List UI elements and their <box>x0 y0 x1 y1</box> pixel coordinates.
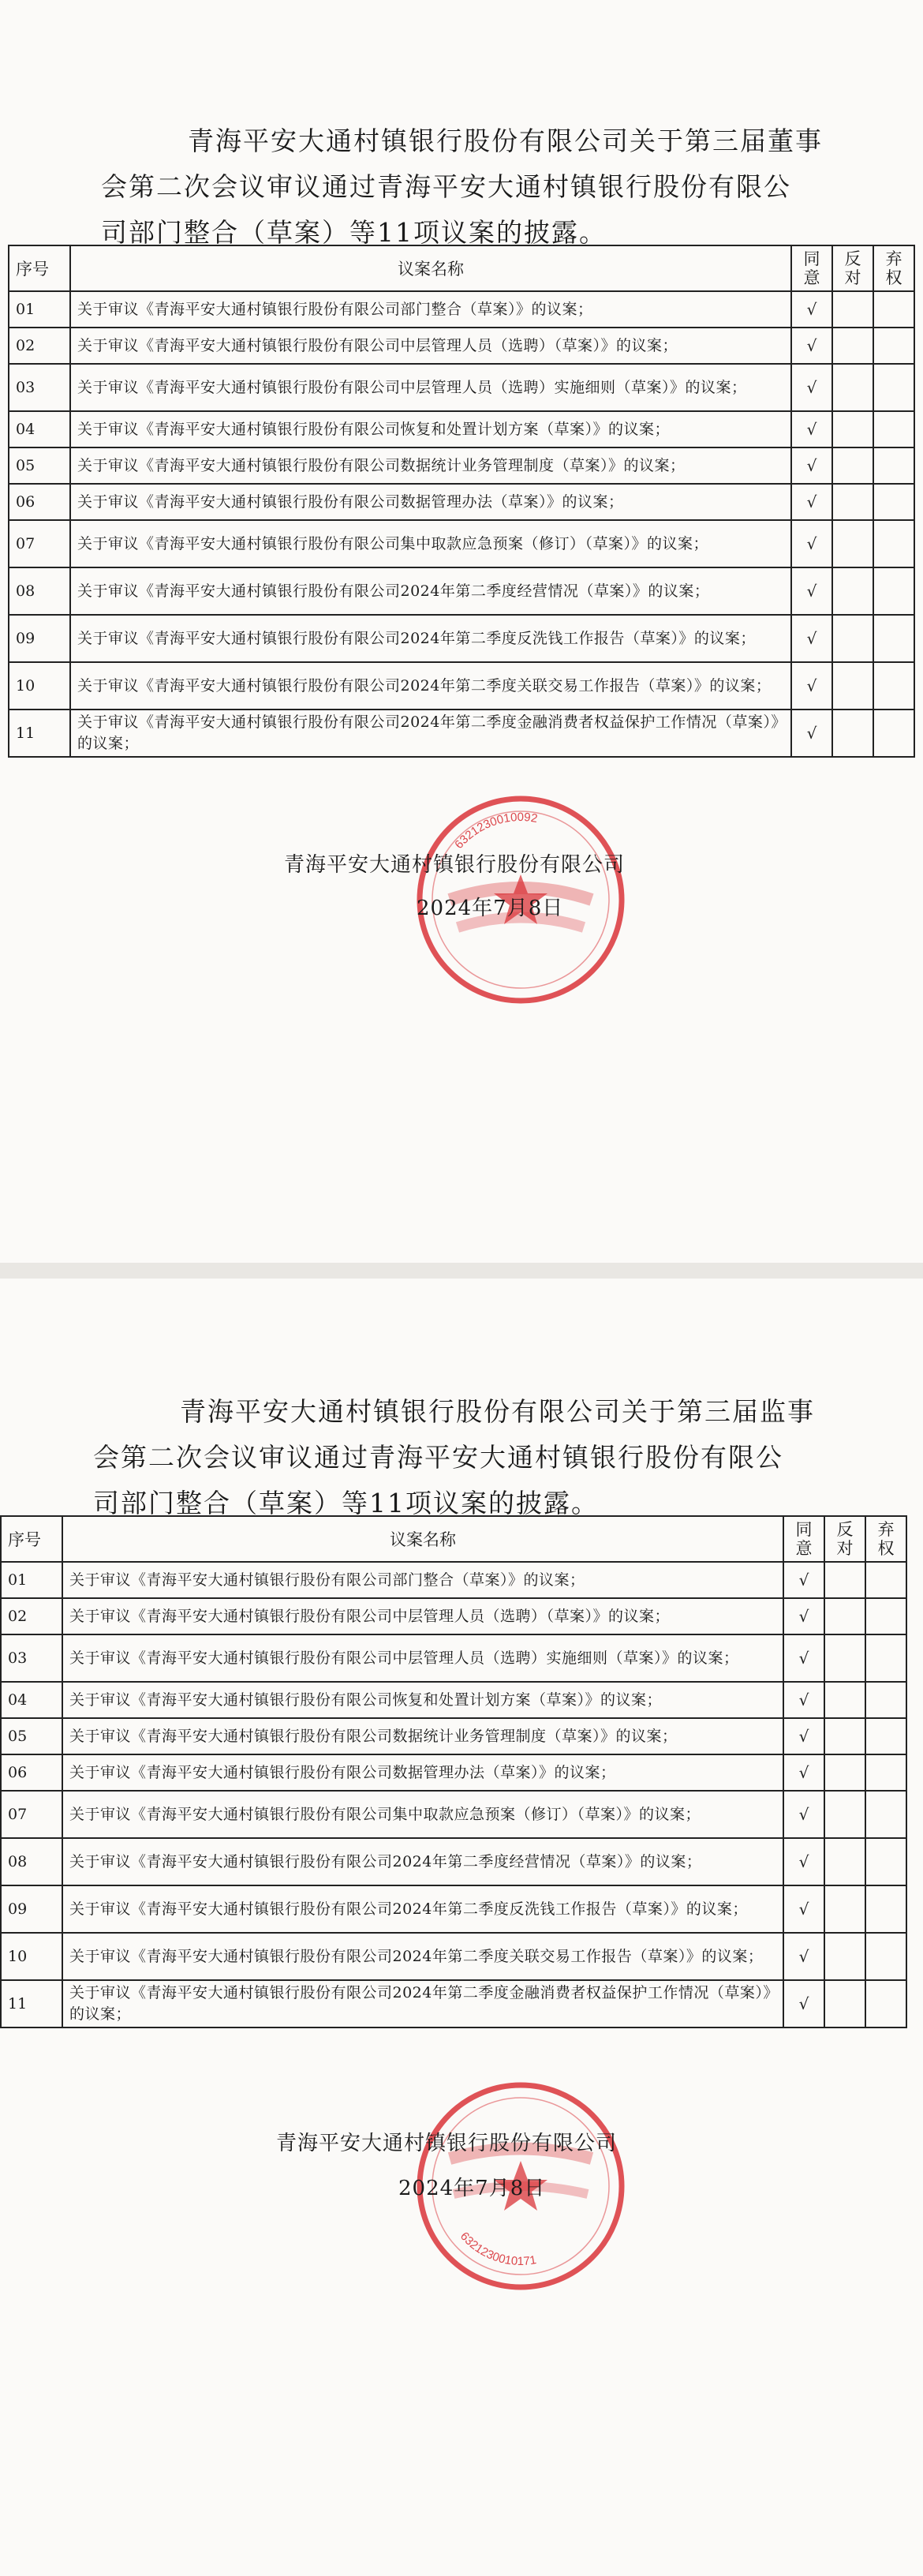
row-no: 09 <box>9 615 70 662</box>
header-agree: 同意 <box>791 245 832 291</box>
agree-check: √ <box>783 1562 824 1598</box>
agree-check: √ <box>791 662 832 710</box>
abstain-cell <box>873 615 914 662</box>
title-line-1: 青海平安大通村镇银行股份有限公司关于第三届董事 <box>188 125 823 156</box>
row-no: 05 <box>9 447 70 484</box>
board-resolution-page <box>0 0 923 1263</box>
row-motion-name: 关于审议《青海平安大通村镇银行股份有限公司2024年第二季度反洗钱工作报告（草案）》的议案； <box>70 615 791 662</box>
title-line-2: 会第二次会议审议通过青海平安大通村镇银行股份有限公 <box>101 171 791 202</box>
table-row <box>1 1718 906 1754</box>
supervisory-resolution-page <box>0 1279 923 2576</box>
agree-check: √ <box>783 1718 824 1754</box>
table-row <box>9 364 914 411</box>
title-line-3: 司部门整合（草案）等11项议案的披露。 <box>93 1488 599 1518</box>
table-row <box>9 328 914 364</box>
row-motion-name: 关于审议《青海平安大通村镇银行股份有限公司集中取款应急预案（修订）（草案）》的议案； <box>62 1791 783 1838</box>
table-row <box>9 520 914 567</box>
header-abstain: 弃权 <box>865 1516 906 1562</box>
table-header-row <box>1 1516 906 1562</box>
table-row <box>9 291 914 328</box>
oppose-cell <box>824 1885 865 1933</box>
table-row <box>1 1562 906 1598</box>
table-row <box>1 1838 906 1885</box>
row-motion-name: 关于审议《青海平安大通村镇银行股份有限公司恢复和处置计划方案（草案）》的议案； <box>70 411 791 447</box>
abstain-cell <box>865 1791 906 1838</box>
header-agree: 同意 <box>783 1516 824 1562</box>
row-no: 02 <box>9 328 70 364</box>
sign-date: 2024年7月8日 <box>398 2177 546 2200</box>
title-line-2: 会第二次会议审议通过青海平安大通村镇银行股份有限公 <box>93 1442 783 1473</box>
table-row <box>1 1598 906 1634</box>
oppose-cell <box>824 1791 865 1838</box>
row-no: 06 <box>9 484 70 520</box>
table-row <box>1 1634 906 1682</box>
abstain-cell <box>873 484 914 520</box>
oppose-cell <box>824 1754 865 1791</box>
row-motion-name: 关于审议《青海平安大通村镇银行股份有限公司中层管理人员（选聘）实施细则（草案）》的议案； <box>70 364 791 411</box>
row-motion-name: 关于审议《青海平安大通村镇银行股份有限公司数据统计业务管理制度（草案）》的议案； <box>62 1718 783 1754</box>
header-oppose: 反对 <box>824 1516 865 1562</box>
row-motion-name: 关于审议《青海平安大通村镇银行股份有限公司数据管理办法（草案）》的议案； <box>70 484 791 520</box>
oppose-cell <box>824 1718 865 1754</box>
abstain-cell <box>873 328 914 364</box>
row-no: 03 <box>1 1634 62 1682</box>
row-no: 04 <box>9 411 70 447</box>
row-no: 09 <box>1 1885 62 1933</box>
oppose-cell <box>824 1980 865 2027</box>
agree-check: √ <box>791 447 832 484</box>
oppose-cell <box>824 1634 865 1682</box>
row-motion-name: 关于审议《青海平安大通村镇银行股份有限公司2024年第二季度经营情况（草案）》的议案； <box>70 567 791 615</box>
row-motion-name: 关于审议《青海平安大通村镇银行股份有限公司部门整合（草案）》的议案； <box>62 1562 783 1598</box>
title-line-1: 青海平安大通村镇银行股份有限公司关于第三届监事 <box>180 1396 815 1427</box>
header-oppose: 反对 <box>832 245 873 291</box>
abstain-cell <box>865 1598 906 1634</box>
abstain-cell <box>873 447 914 484</box>
table-header-row <box>9 245 914 291</box>
agree-check: √ <box>783 1838 824 1885</box>
row-no: 07 <box>1 1791 62 1838</box>
header-no: 序号 <box>1 1516 62 1562</box>
oppose-cell <box>824 1598 865 1634</box>
table-row <box>1 1933 906 1980</box>
oppose-cell <box>832 710 873 757</box>
table-row <box>9 615 914 662</box>
oppose-cell <box>832 520 873 567</box>
oppose-cell <box>832 411 873 447</box>
oppose-cell <box>832 567 873 615</box>
abstain-cell <box>865 1933 906 1980</box>
row-motion-name: 关于审议《青海平安大通村镇银行股份有限公司数据统计业务管理制度（草案）》的议案； <box>70 447 791 484</box>
row-no: 01 <box>9 291 70 328</box>
row-no: 11 <box>1 1980 62 2027</box>
table-row <box>9 710 914 757</box>
row-no: 10 <box>1 1933 62 1980</box>
row-motion-name: 关于审议《青海平安大通村镇银行股份有限公司中层管理人员（选聘）（草案）》的议案； <box>70 328 791 364</box>
oppose-cell <box>832 364 873 411</box>
row-no: 05 <box>1 1718 62 1754</box>
abstain-cell <box>873 520 914 567</box>
abstain-cell <box>865 1682 906 1718</box>
row-motion-name: 关于审议《青海平安大通村镇银行股份有限公司2024年第二季度关联交易工作报告（草案）》的议案； <box>62 1933 783 1980</box>
row-motion-name: 关于审议《青海平安大通村镇银行股份有限公司2024年第二季度金融消费者权益保护工作情况（草案）》的议案； <box>62 1980 783 2027</box>
seal-number: 6321230010092 <box>452 811 539 852</box>
row-no: 01 <box>1 1562 62 1598</box>
abstain-cell <box>873 364 914 411</box>
abstain-cell <box>865 1754 906 1791</box>
header-name: 议案名称 <box>62 1516 783 1562</box>
row-no: 11 <box>9 710 70 757</box>
row-motion-name: 关于审议《青海平安大通村镇银行股份有限公司部门整合（草案）》的议案； <box>70 291 791 328</box>
oppose-cell <box>824 1682 865 1718</box>
abstain-cell <box>873 411 914 447</box>
table-row <box>1 1754 906 1791</box>
agree-check: √ <box>791 710 832 757</box>
table-row <box>1 1885 906 1933</box>
document-title <box>93 1389 868 1526</box>
oppose-cell <box>824 1933 865 1980</box>
seal-number: 6321230010171 <box>457 2230 538 2268</box>
document-title <box>101 118 876 256</box>
table-row <box>1 1980 906 2027</box>
table-row <box>9 567 914 615</box>
row-no: 08 <box>1 1838 62 1885</box>
row-motion-name: 关于审议《青海平安大通村镇银行股份有限公司2024年第二季度经营情况（草案）》的议案； <box>62 1838 783 1885</box>
abstain-cell <box>865 1885 906 1933</box>
agree-check: √ <box>791 567 832 615</box>
row-no: 02 <box>1 1598 62 1634</box>
table-row <box>1 1682 906 1718</box>
agree-check: √ <box>791 615 832 662</box>
oppose-cell <box>832 662 873 710</box>
oppose-cell <box>832 328 873 364</box>
abstain-cell <box>865 1634 906 1682</box>
row-motion-name: 关于审议《青海平安大通村镇银行股份有限公司恢复和处置计划方案（草案）》的议案； <box>62 1682 783 1718</box>
row-motion-name: 关于审议《青海平安大通村镇银行股份有限公司数据管理办法（草案）》的议案； <box>62 1754 783 1791</box>
oppose-cell <box>832 615 873 662</box>
abstain-cell <box>873 567 914 615</box>
table-row <box>9 484 914 520</box>
sign-date: 2024年7月8日 <box>417 897 564 920</box>
oppose-cell <box>824 1838 865 1885</box>
row-motion-name: 关于审议《青海平安大通村镇银行股份有限公司中层管理人员（选聘）（草案）》的议案； <box>62 1598 783 1634</box>
agree-check: √ <box>783 1980 824 2027</box>
agree-check: √ <box>791 520 832 567</box>
row-no: 03 <box>9 364 70 411</box>
header-name: 议案名称 <box>70 245 791 291</box>
signer-name: 青海平安大通村镇银行股份有限公司 <box>276 2132 618 2155</box>
agree-check: √ <box>783 1634 824 1682</box>
agree-check: √ <box>783 1682 824 1718</box>
agree-check: √ <box>791 364 832 411</box>
row-motion-name: 关于审议《青海平安大通村镇银行股份有限公司2024年第二季度金融消费者权益保护工作情况（草案）》的议案； <box>70 710 791 757</box>
oppose-cell <box>832 484 873 520</box>
row-no: 10 <box>9 662 70 710</box>
motions-table <box>8 245 915 758</box>
page-separator <box>0 1263 923 1279</box>
agree-check: √ <box>783 1754 824 1791</box>
table-row <box>9 662 914 710</box>
title-line-3: 司部门整合（草案）等11项议案的披露。 <box>101 217 607 248</box>
row-motion-name: 关于审议《青海平安大通村镇银行股份有限公司中层管理人员（选聘）实施细则（草案）》的议案； <box>62 1634 783 1682</box>
row-no: 07 <box>9 520 70 567</box>
row-motion-name: 关于审议《青海平安大通村镇银行股份有限公司2024年第二季度反洗钱工作报告（草案）》的议案； <box>62 1885 783 1933</box>
agree-check: √ <box>783 1791 824 1838</box>
row-motion-name: 关于审议《青海平安大通村镇银行股份有限公司2024年第二季度关联交易工作报告（草案）》的议案； <box>70 662 791 710</box>
header-abstain: 弃权 <box>873 245 914 291</box>
abstain-cell <box>873 710 914 757</box>
table-row <box>9 411 914 447</box>
table-row <box>1 1791 906 1838</box>
agree-check: √ <box>783 1933 824 1980</box>
motions-table <box>0 1515 907 2028</box>
header-no: 序号 <box>9 245 70 291</box>
table-row <box>9 447 914 484</box>
abstain-cell <box>865 1718 906 1754</box>
oppose-cell <box>832 291 873 328</box>
row-no: 06 <box>1 1754 62 1791</box>
agree-check: √ <box>791 291 832 328</box>
agree-check: √ <box>791 328 832 364</box>
abstain-cell <box>865 1980 906 2027</box>
oppose-cell <box>832 447 873 484</box>
abstain-cell <box>865 1838 906 1885</box>
agree-check: √ <box>783 1885 824 1933</box>
signer-name: 青海平安大通村镇银行股份有限公司 <box>284 853 626 877</box>
agree-check: √ <box>791 411 832 447</box>
abstain-cell <box>865 1562 906 1598</box>
row-motion-name: 关于审议《青海平安大通村镇银行股份有限公司集中取款应急预案（修订）（草案）》的议案； <box>70 520 791 567</box>
abstain-cell <box>873 291 914 328</box>
abstain-cell <box>873 662 914 710</box>
row-no: 08 <box>9 567 70 615</box>
agree-check: √ <box>783 1598 824 1634</box>
row-no: 04 <box>1 1682 62 1718</box>
agree-check: √ <box>791 484 832 520</box>
oppose-cell <box>824 1562 865 1598</box>
